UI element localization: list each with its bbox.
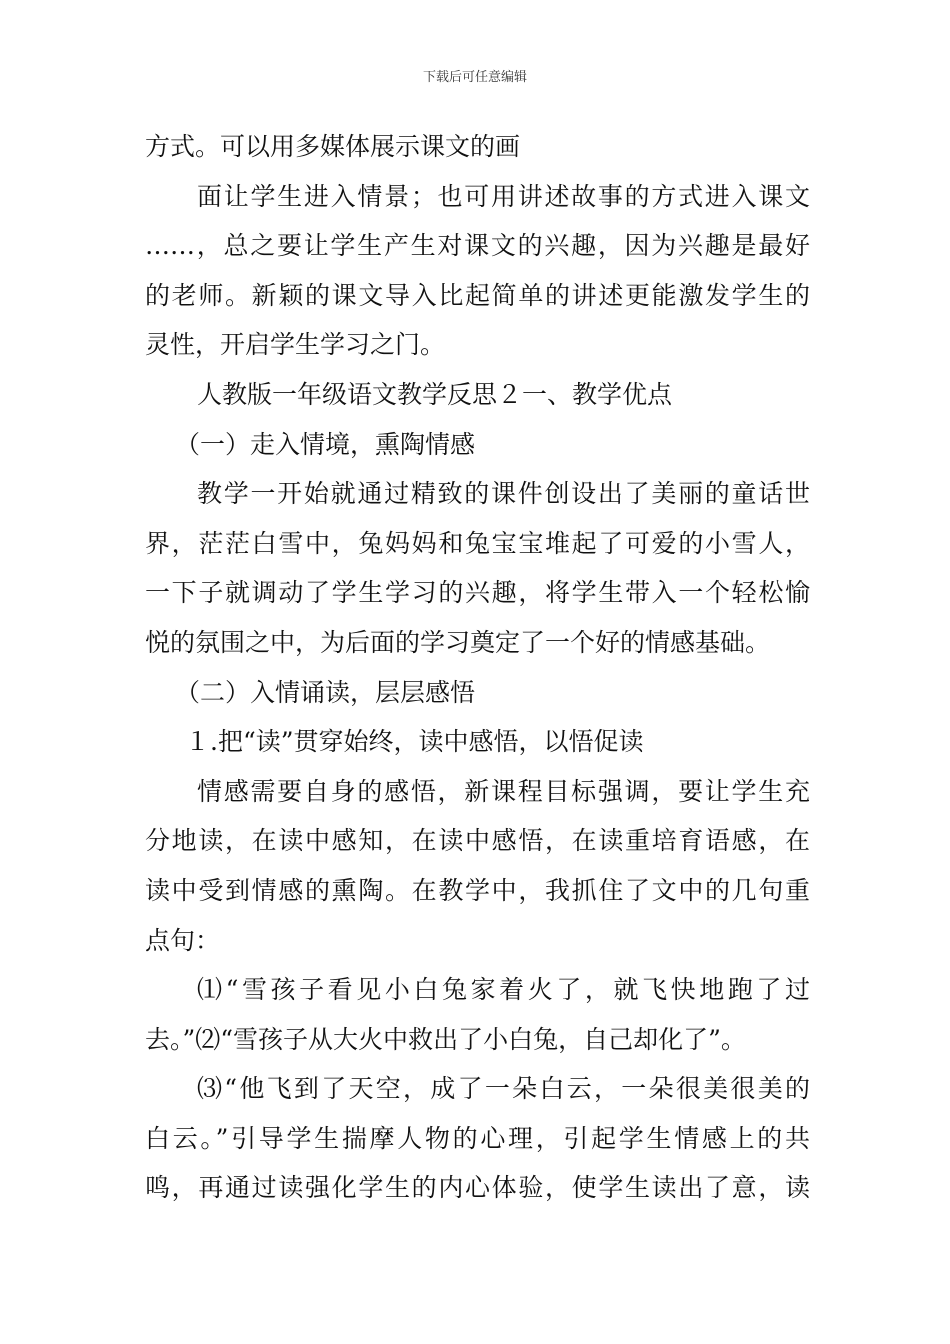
subsection-heading: （一）走入情境，熏陶情感 <box>175 429 476 459</box>
list-heading: １.把“读”贯穿始终，读中感悟，以悟促读 <box>185 727 644 757</box>
text-line: 点句： <box>145 925 221 955</box>
text-line: 一下子就调动了学生学习的兴趣，将学生带入一个轻松愉 <box>145 578 810 608</box>
text-line: 读中受到情感的熏陶。在教学中，我抓住了文中的几句重 <box>145 875 810 905</box>
page-header: 下载后可任意编辑 <box>422 70 527 85</box>
text-line: ⑶“他飞到了天空，成了一朵白云，一朵很美很美的 <box>197 1074 810 1104</box>
text-line: 去。”⑵“雪孩子从大火中救出了小白兔，自己却化了”。 <box>145 1024 746 1054</box>
text-line: 教学一开始就通过精致的课件创设出了美丽的童话世 <box>197 479 810 509</box>
text-line: 悦的氛围之中，为后面的学习奠定了一个好的情感基础。 <box>145 627 771 657</box>
text-line: 的老师。新颖的课文导入比起简单的讲述更能激发学生的 <box>145 280 810 310</box>
text-line: ……，总之要让学生产生对课文的兴趣，因为兴趣是最好 <box>145 231 810 261</box>
text-line: 面让学生进入情景；也可用讲述故事的方式进入课文 <box>197 181 810 211</box>
text-line: 分地读，在读中感知，在读中感悟，在读重培育语感，在 <box>145 826 810 856</box>
section-heading: 人教版一年级语文教学反思２一、教学优点 <box>197 379 673 409</box>
text-line: 鸣，再通过读强化学生的内心体验，使学生读出了意，读 <box>145 1173 810 1203</box>
text-line: 灵性，开启学生学习之门。 <box>145 330 446 360</box>
text-line: 情感需要自身的感悟，新课程目标强调，要让学生充 <box>197 776 810 806</box>
document-body <box>145 122 810 1213</box>
subsection-heading: （二）入情诵读，层层感悟 <box>175 677 476 707</box>
text-line: ⑴“雪孩子看见小白兔家着火了，就飞快地跑了过 <box>197 975 810 1005</box>
text-line: 方式。可以用多媒体展示课文的画 <box>145 132 521 161</box>
text-line: 白云。”引导学生揣摩人物的心理，引起学生情感上的共 <box>145 1123 810 1153</box>
text-line: 界，茫茫白雪中，兔妈妈和兔宝宝堆起了可爱的小雪人， <box>145 528 810 558</box>
